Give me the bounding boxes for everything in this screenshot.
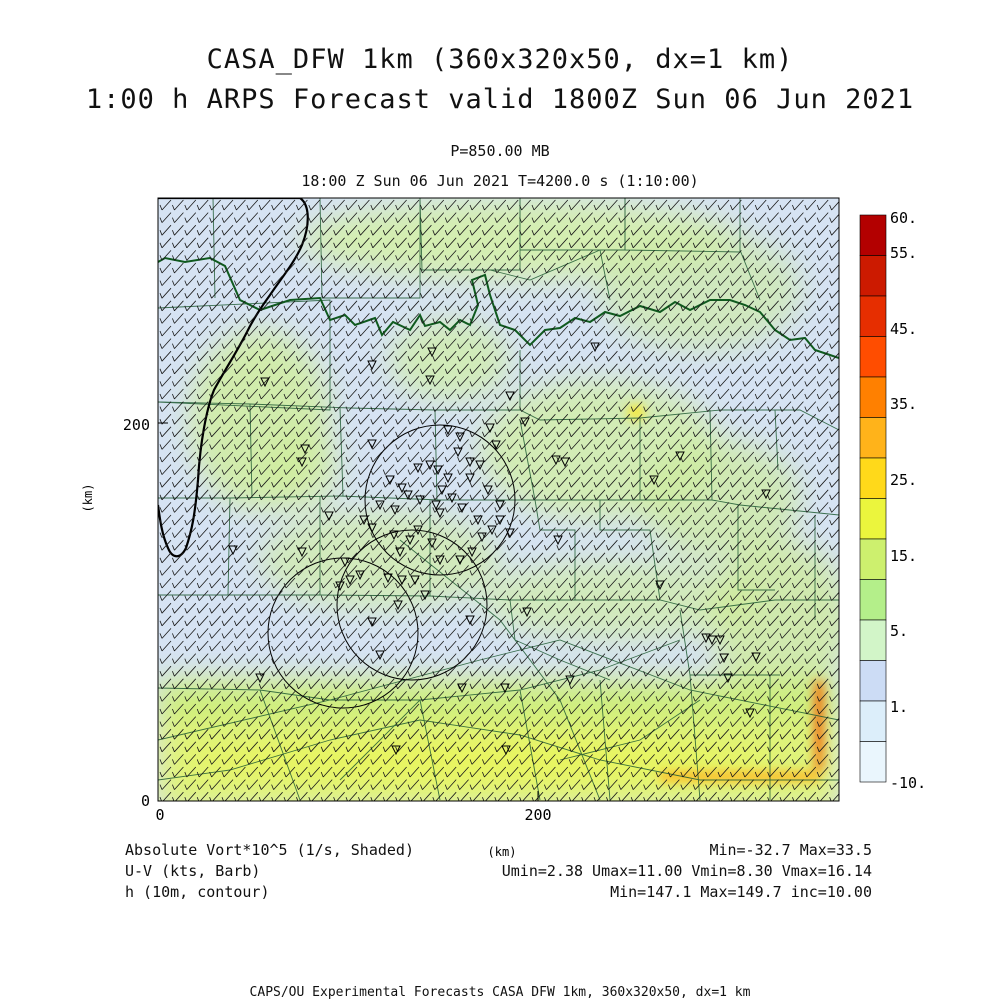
legend-field1-stats: Min=-32.7 Max=33.5 [709, 841, 872, 859]
pressure-level: P=850.00 MB [450, 142, 550, 160]
colorbar-label: -10. [890, 774, 927, 792]
y-axis-label: (km) [81, 483, 95, 513]
footer-credit: CAPS/OU Experimental Forecasts CASA DFW 1km, 360x320x50, dx=1 km [249, 985, 751, 1000]
colorbar-swatch [860, 296, 886, 337]
colorbar-swatch [860, 256, 886, 297]
colorbar [860, 209, 926, 792]
colorbar-swatch [860, 539, 886, 580]
colorbar-label: 15. [890, 547, 918, 565]
colorbar-label: 35. [890, 395, 918, 413]
colorbar-label: 25. [890, 471, 918, 489]
colorbar-swatch [860, 337, 886, 378]
title-line-1: CASA_DFW 1km (360x320x50, dx=1 km) [206, 44, 794, 75]
x-tick-200: 200 [524, 806, 552, 824]
colorbar-swatch [860, 580, 886, 621]
colorbar-swatch [860, 661, 886, 702]
colorbar-label: 55. [890, 244, 918, 262]
legend-field1-name: Absolute Vort*10^5 (1/s, Shaded) [125, 841, 414, 859]
colorbar-swatch [860, 499, 886, 540]
y-tick-0: 0 [140, 792, 150, 810]
colorbar-swatch [860, 458, 886, 499]
valid-time: 18:00 Z Sun 06 Jun 2021 T=4200.0 s (1:10:00) [301, 172, 699, 190]
colorbar-label: 5. [890, 622, 909, 640]
colorbar-label: 45. [890, 320, 918, 338]
legend-field2-name: U-V (kts, Barb) [125, 862, 261, 880]
legend-field3-stats: Min=147.1 Max=149.7 inc=10.00 [610, 883, 872, 901]
colorbar-swatch [860, 377, 886, 418]
colorbar-swatch [860, 701, 886, 742]
colorbar-label: 1. [890, 698, 909, 716]
colorbar-swatch [860, 620, 886, 661]
legend-field2-stats: Umin=2.38 Umax=11.00 Vmin=8.30 Vmax=16.14 [501, 862, 872, 880]
map-area [158, 198, 850, 810]
x-axis-label: (km) [487, 845, 517, 859]
title-line-2: 1:00 h ARPS Forecast valid 1800Z Sun 06 Jun 2021 [85, 84, 915, 115]
colorbar-swatch [860, 742, 886, 783]
y-tick-200: 200 [122, 416, 150, 434]
colorbar-swatch [860, 215, 886, 256]
legend-field3-name: h (10m, contour) [125, 883, 270, 901]
colorbar-label: 60. [890, 209, 918, 227]
colorbar-swatch [860, 418, 886, 459]
x-tick-0: 0 [155, 806, 165, 824]
